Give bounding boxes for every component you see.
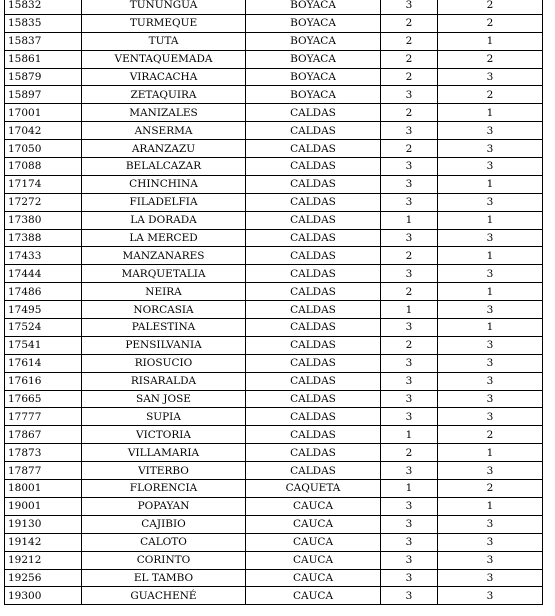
code-cell: 17877 [5, 462, 82, 480]
value-1-cell: 3 [381, 497, 438, 515]
municipality-cell: TUTA [82, 32, 246, 50]
municipality-cell: GUACHENÉ [82, 587, 246, 605]
value-1-cell: 3 [381, 515, 438, 533]
department-cell: CALDAS [246, 336, 381, 354]
table-row [5, 372, 543, 390]
value-1-cell: 2 [381, 50, 438, 68]
value-2-cell: 1 [438, 319, 543, 337]
department-cell: CAUCA [246, 587, 381, 605]
code-cell: 17050 [5, 140, 82, 158]
value-1-cell: 3 [381, 408, 438, 426]
department-cell: BOYACA [246, 50, 381, 68]
value-2-cell: 3 [438, 354, 543, 372]
value-2-cell: 3 [438, 140, 543, 158]
municipality-cell: RISARALDA [82, 372, 246, 390]
department-cell: CALDAS [246, 354, 381, 372]
value-1-cell: 2 [381, 444, 438, 462]
municipality-cell: POPAYAN [82, 497, 246, 515]
table-row [5, 319, 543, 337]
code-cell: 19256 [5, 569, 82, 587]
department-cell: BOYACA [246, 68, 381, 86]
value-2-cell: 1 [438, 211, 543, 229]
code-cell: 17388 [5, 229, 82, 247]
code-cell: 17001 [5, 104, 82, 122]
value-1-cell: 2 [381, 32, 438, 50]
municipality-cell: NORCASIA [82, 301, 246, 319]
table-body [5, 0, 543, 605]
value-1-cell: 3 [381, 533, 438, 551]
value-1-cell: 3 [381, 587, 438, 605]
value-2-cell: 1 [438, 247, 543, 265]
code-cell: 18001 [5, 480, 82, 498]
department-cell: CALDAS [246, 247, 381, 265]
value-1-cell: 1 [381, 480, 438, 498]
value-2-cell: 3 [438, 193, 543, 211]
value-1-cell: 2 [381, 68, 438, 86]
table-row [5, 50, 543, 68]
value-2-cell: 3 [438, 569, 543, 587]
table-row [5, 569, 543, 587]
department-cell: CALDAS [246, 122, 381, 140]
table-row [5, 140, 543, 158]
value-1-cell: 2 [381, 247, 438, 265]
department-cell: CALDAS [246, 265, 381, 283]
department-cell: CALDAS [246, 462, 381, 480]
municipality-cell: VILLAMARIA [82, 444, 246, 462]
value-1-cell: 3 [381, 462, 438, 480]
value-2-cell: 3 [438, 533, 543, 551]
value-2-cell: 1 [438, 32, 543, 50]
code-cell: 19300 [5, 587, 82, 605]
value-2-cell: 2 [438, 50, 543, 68]
table-row [5, 0, 543, 14]
value-2-cell: 1 [438, 283, 543, 301]
value-2-cell: 1 [438, 444, 543, 462]
municipality-cell: MARQUETALIA [82, 265, 246, 283]
value-1-cell: 1 [381, 301, 438, 319]
code-cell: 17433 [5, 247, 82, 265]
department-cell: BOYACA [246, 14, 381, 32]
value-2-cell: 3 [438, 158, 543, 176]
municipality-cell: EL TAMBO [82, 569, 246, 587]
value-1-cell: 2 [381, 283, 438, 301]
value-2-cell: 3 [438, 372, 543, 390]
municipality-cell: PALESTINA [82, 319, 246, 337]
code-cell: 19130 [5, 515, 82, 533]
table-row [5, 301, 543, 319]
code-cell: 17088 [5, 158, 82, 176]
department-cell: BOYACA [246, 32, 381, 50]
municipality-cell: MANIZALES [82, 104, 246, 122]
department-cell: CALDAS [246, 283, 381, 301]
code-cell: 17777 [5, 408, 82, 426]
code-cell: 17174 [5, 175, 82, 193]
value-1-cell: 2 [381, 104, 438, 122]
code-cell: 17444 [5, 265, 82, 283]
value-2-cell: 3 [438, 68, 543, 86]
municipality-cell: CAJIBIO [82, 515, 246, 533]
value-2-cell: 1 [438, 497, 543, 515]
value-2-cell: 1 [438, 175, 543, 193]
value-1-cell: 2 [381, 336, 438, 354]
table-row [5, 426, 543, 444]
table-row [5, 86, 543, 104]
table-row [5, 175, 543, 193]
department-cell: CALDAS [246, 301, 381, 319]
value-1-cell: 3 [381, 551, 438, 569]
table-row [5, 336, 543, 354]
value-1-cell: 1 [381, 211, 438, 229]
municipality-cell: FILADELFIA [82, 193, 246, 211]
table-row [5, 104, 543, 122]
value-2-cell: 3 [438, 265, 543, 283]
municipality-cell: NEIRA [82, 283, 246, 301]
municipality-cell: FLORENCIA [82, 480, 246, 498]
value-1-cell: 3 [381, 193, 438, 211]
municipality-cell: SAN JOSE [82, 390, 246, 408]
value-1-cell: 3 [381, 265, 438, 283]
value-1-cell: 3 [381, 86, 438, 104]
department-cell: CALDAS [246, 372, 381, 390]
table-row [5, 193, 543, 211]
value-1-cell: 3 [381, 372, 438, 390]
department-cell: CALDAS [246, 229, 381, 247]
value-1-cell: 1 [381, 426, 438, 444]
table-row [5, 444, 543, 462]
table-row [5, 462, 543, 480]
table-row [5, 122, 543, 140]
department-cell: CALDAS [246, 444, 381, 462]
value-2-cell: 3 [438, 390, 543, 408]
department-cell: CALDAS [246, 140, 381, 158]
table-row [5, 390, 543, 408]
department-cell: CAUCA [246, 515, 381, 533]
value-1-cell: 3 [381, 319, 438, 337]
code-cell: 17272 [5, 193, 82, 211]
department-cell: CALDAS [246, 390, 381, 408]
code-cell: 17524 [5, 319, 82, 337]
table-row [5, 408, 543, 426]
value-2-cell: 2 [438, 480, 543, 498]
department-cell: CALDAS [246, 158, 381, 176]
value-1-cell: 2 [381, 140, 438, 158]
table-row [5, 247, 543, 265]
department-cell: BOYACA [246, 86, 381, 104]
municipality-cell: MANZANARES [82, 247, 246, 265]
department-cell: CALDAS [246, 104, 381, 122]
code-cell: 19001 [5, 497, 82, 515]
department-cell: CAUCA [246, 497, 381, 515]
code-cell: 19212 [5, 551, 82, 569]
department-cell: CALDAS [246, 319, 381, 337]
code-cell: 15832 [5, 0, 82, 14]
department-cell: BOYACA [246, 0, 381, 14]
table-row [5, 515, 543, 533]
value-1-cell: 3 [381, 158, 438, 176]
table-row [5, 587, 543, 605]
table-row [5, 68, 543, 86]
department-cell: CALDAS [246, 408, 381, 426]
value-2-cell: 1 [438, 104, 543, 122]
municipality-cell: LA MERCED [82, 229, 246, 247]
table-row [5, 211, 543, 229]
department-cell: CALDAS [246, 426, 381, 444]
value-2-cell: 2 [438, 0, 543, 14]
table-row [5, 14, 543, 32]
value-1-cell: 3 [381, 390, 438, 408]
value-2-cell: 2 [438, 86, 543, 104]
code-cell: 17541 [5, 336, 82, 354]
value-1-cell: 3 [381, 354, 438, 372]
municipality-cell: VITERBO [82, 462, 246, 480]
department-cell: CALDAS [246, 193, 381, 211]
table-row [5, 497, 543, 515]
table-row [5, 354, 543, 372]
value-2-cell: 3 [438, 122, 543, 140]
value-2-cell: 3 [438, 336, 543, 354]
municipality-cell: CORINTO [82, 551, 246, 569]
municipality-cell: VENTAQUEMADA [82, 50, 246, 68]
value-1-cell: 2 [381, 14, 438, 32]
code-cell: 17616 [5, 372, 82, 390]
value-2-cell: 3 [438, 551, 543, 569]
department-cell: CALDAS [246, 211, 381, 229]
code-cell: 17867 [5, 426, 82, 444]
code-cell: 17873 [5, 444, 82, 462]
table-row [5, 551, 543, 569]
value-1-cell: 3 [381, 122, 438, 140]
department-cell: CAUCA [246, 569, 381, 587]
value-1-cell: 3 [381, 229, 438, 247]
table-row [5, 158, 543, 176]
table-row [5, 283, 543, 301]
value-2-cell: 3 [438, 462, 543, 480]
code-cell: 17042 [5, 122, 82, 140]
municipality-cell: TUNUNGUA [82, 0, 246, 14]
value-2-cell: 2 [438, 14, 543, 32]
department-cell: CAQUETA [246, 480, 381, 498]
municipality-cell: LA DORADA [82, 211, 246, 229]
department-cell: CAUCA [246, 551, 381, 569]
municipality-cell: VIRACACHA [82, 68, 246, 86]
municipality-cell: ZETAQUIRA [82, 86, 246, 104]
code-cell: 15861 [5, 50, 82, 68]
code-cell: 17380 [5, 211, 82, 229]
department-cell: CAUCA [246, 533, 381, 551]
value-2-cell: 3 [438, 515, 543, 533]
code-cell: 17614 [5, 354, 82, 372]
municipality-cell: SUPIA [82, 408, 246, 426]
value-2-cell: 3 [438, 587, 543, 605]
department-cell: CALDAS [246, 175, 381, 193]
value-2-cell: 3 [438, 408, 543, 426]
table-row [5, 480, 543, 498]
code-cell: 17495 [5, 301, 82, 319]
municipality-table [4, 0, 543, 605]
code-cell: 19142 [5, 533, 82, 551]
code-cell: 15835 [5, 14, 82, 32]
value-1-cell: 3 [381, 175, 438, 193]
municipality-cell: PENSILVANIA [82, 336, 246, 354]
value-2-cell: 3 [438, 301, 543, 319]
municipality-cell: VICTORIA [82, 426, 246, 444]
municipality-cell: CALOTO [82, 533, 246, 551]
municipality-cell: BELALCAZAR [82, 158, 246, 176]
table-row [5, 229, 543, 247]
value-1-cell: 3 [381, 0, 438, 14]
value-2-cell: 2 [438, 426, 543, 444]
table-row [5, 32, 543, 50]
code-cell: 17486 [5, 283, 82, 301]
municipality-cell: CHINCHINA [82, 175, 246, 193]
code-cell: 17665 [5, 390, 82, 408]
municipality-cell: RIOSUCIO [82, 354, 246, 372]
table-row [5, 265, 543, 283]
municipality-cell: TURMEQUE [82, 14, 246, 32]
code-cell: 15837 [5, 32, 82, 50]
code-cell: 15897 [5, 86, 82, 104]
code-cell: 15879 [5, 68, 82, 86]
value-2-cell: 3 [438, 229, 543, 247]
municipality-cell: ANSERMA [82, 122, 246, 140]
table-row [5, 533, 543, 551]
value-1-cell: 3 [381, 569, 438, 587]
municipality-cell: ARANZAZU [82, 140, 246, 158]
